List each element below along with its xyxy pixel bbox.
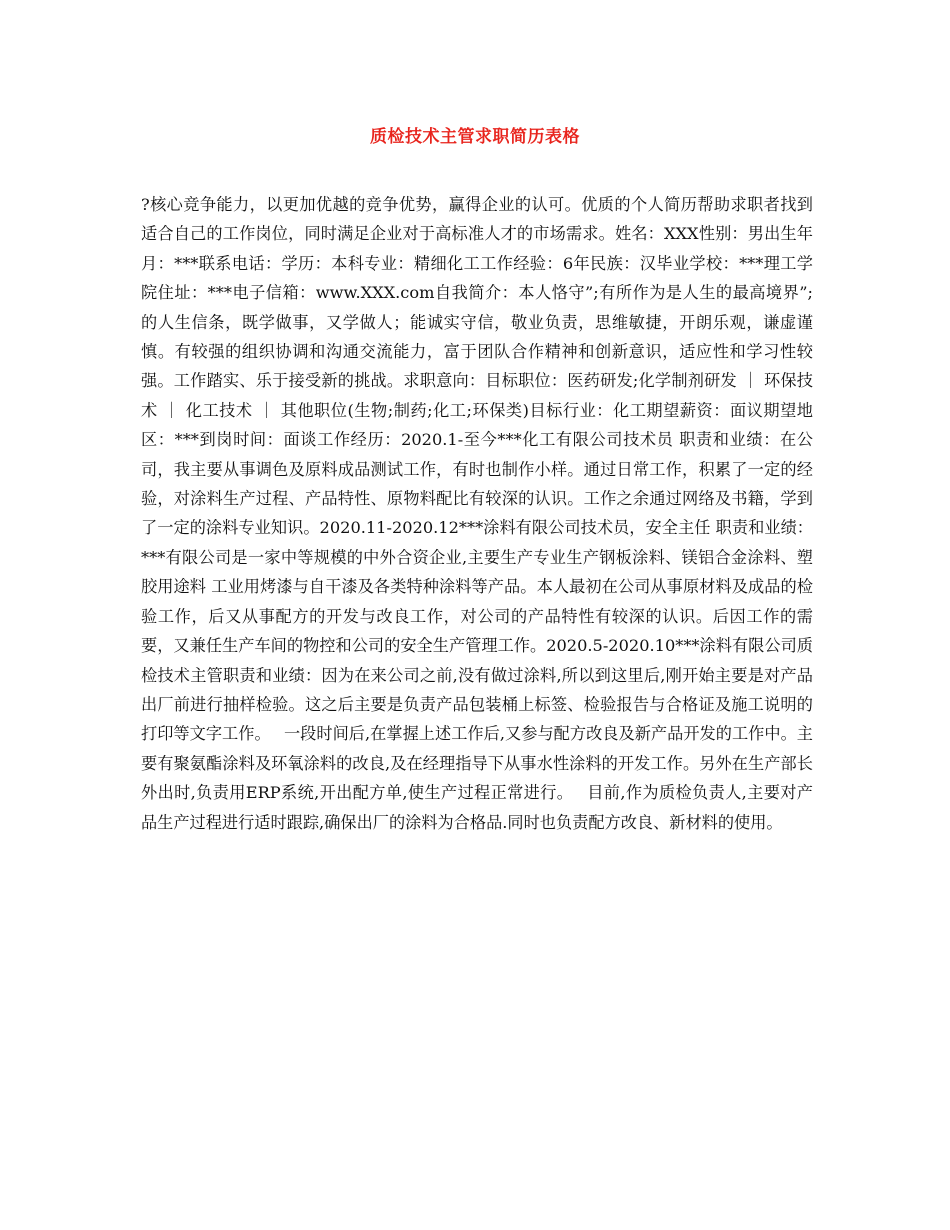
document-body: ?核心竞争能力，以更加优越的竞争优势，赢得企业的认可。优质的个人简历帮助求职者找到适合自己的工作岗位，同时满足企业对于高标准人才的市场需求。姓名：XXX性别：男出生年月：***联系电话：学历：本科专业：精细化工工作经验：6年民族：汉毕业学校：***理工学院住址：***电子信箱：www.XXX.com自我简介：本人恪守”;有所作为是人生的最高境界”;的人生信条，既学做事，又学做人；能诚实守信，敬业负责，思维敏捷，开朗乐观，谦虚谨慎。有较强的组织协调和沟通交流能力，富于团队合作精神和创新意识，适应性和学习性较强。工作踏实、乐于接受新的挑战。求职意向：目标职位：医药研发;化学制剂研发 ｜ 环保技术 ｜ 化工技术 ｜ 其他职位(生物;制药;化工;环保类)目标行业：化工期望薪资：面议期望地区：***到岗时间：面谈工作经历：2020.1-至今***化工有限公司技术员 职责和业绩：在公司，我主要从事调色及原料成品测试工作，有时也制作小样。通过日常工作，积累了一定的经验，对涂料生产过程、产品特性、原物料配比有较深的认识。工作之余通过网络及书籍，学到了一定的涂料专业知识。2020.11-2020.12***涂料有限公司技术员，安全主任 职责和业绩：***有限公司是一家中等规模的中外合资企业,主要生产专业生产钢板涂料、镁铝合金涂料、塑胶用途料 工业用烤漆与自干漆及各类特种涂料等产品。本人最初在公司从事原材料及成品的检验工作，后又从事配方的开发与改良工作，对公司的产品特性有较深的认识。后因工作的需要，又兼任生产车间的物控和公司的安全生产管理工作。2020.5-2020.10***涂料有限公司质检技术主管职责和业绩：因为在来公司之前,没有做过涂料,所以到这里后,刚开始主要是对产品出厂前进行抽样检验。这之后主要是负责产品包装桶上标签、检验报告与合格证及施工说明的打印等文字工作。 一段时间后,在掌握上述工作后,又参与配方改良及新产品开发的工作中。主要有聚氨酯涂料及环氧涂料的改良,及在经理指导下从事水性涂料的开发工作。另外在生产部长外出时,负责用ERP系统,开出配方单,使生产过程正常进行。 目前,作为质检负责人,主要对产品生产过程进行适时跟踪,确保出厂的涂料为合格品.同时也负责配方改良、新材料的使用。 (141, 195, 813, 832)
document-title: 质检技术主管求职简历表格 (370, 127, 580, 147)
